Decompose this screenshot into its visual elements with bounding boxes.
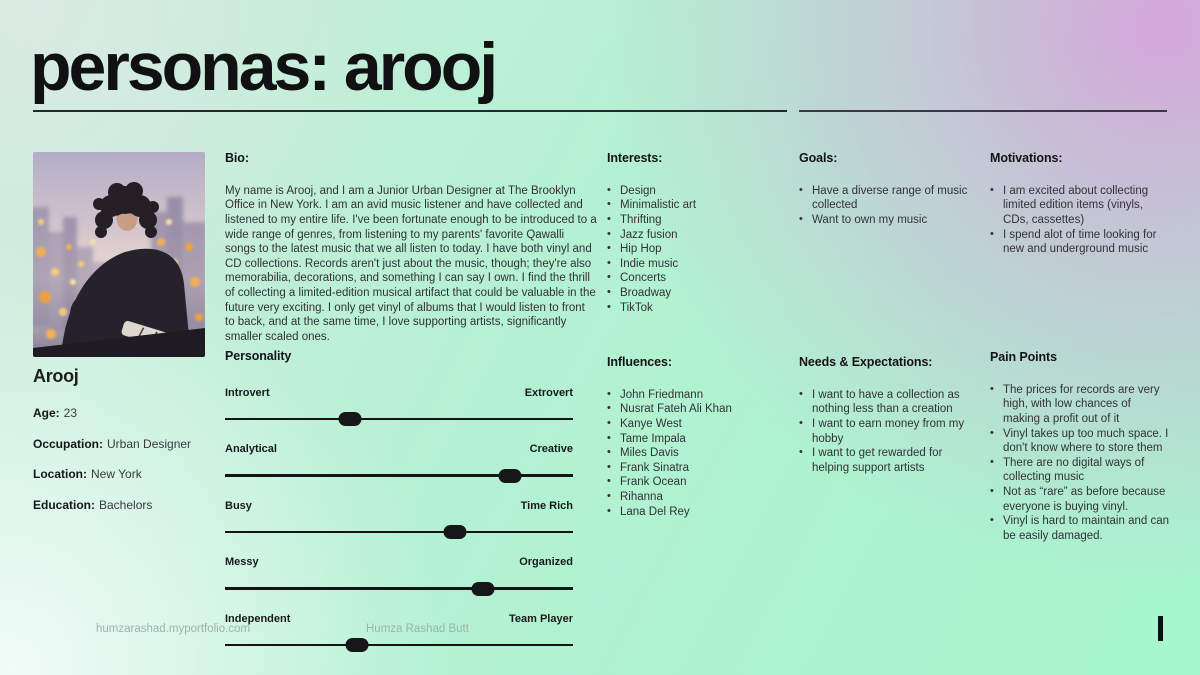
interests-heading: Interests: — [607, 151, 663, 165]
list-item — [990, 427, 1170, 456]
bullet-icon: • — [607, 286, 611, 299]
persona-photo — [33, 152, 205, 357]
list-item — [607, 213, 777, 228]
needs-expectations-section — [799, 355, 974, 475]
interests-list — [607, 184, 777, 315]
bullet-icon: • — [607, 475, 611, 488]
slider-right-label: Team Player — [508, 612, 573, 625]
needs-list — [799, 388, 974, 476]
bullet-icon: • — [990, 183, 994, 196]
list-item-text: I want to get rewarded for helping support artists — [812, 447, 943, 474]
bullet-icon: • — [799, 183, 803, 196]
slider-right-label: Extrovert — [524, 386, 573, 399]
slider-knob[interactable] — [339, 412, 362, 426]
persona-detail-row — [33, 467, 213, 481]
list-item-text: Want to own my music — [812, 214, 928, 227]
list-item — [990, 514, 1170, 543]
author-name: Humza Rashad Butt — [366, 623, 469, 635]
list-item-text: Vinyl takes up too much space. I don't know where to store them — [1003, 427, 1169, 455]
interests-section — [607, 151, 777, 315]
bullet-icon: • — [607, 460, 611, 473]
list-item-text: I spend alot of time looking for new and underground music — [1003, 228, 1157, 256]
list-item-text: I want to earn money from my hobby — [812, 418, 965, 445]
detail-label: Age: — [33, 406, 60, 420]
detail-value: Urban Designer — [107, 436, 192, 451]
influences-heading: Influences: — [607, 355, 672, 369]
motivations-section — [990, 151, 1170, 257]
bio-heading: Bio: — [225, 151, 249, 165]
persona-detail-row — [33, 498, 213, 512]
bullet-icon: • — [607, 387, 611, 400]
list-item-text: Lana Del Rey — [620, 505, 690, 518]
personality-slider-row — [225, 387, 573, 420]
slider-right-label: Organized — [519, 556, 573, 569]
bullet-icon: • — [607, 431, 611, 444]
personality-sliders — [225, 387, 573, 646]
bullet-icon: • — [990, 455, 994, 468]
list-item-text: Nusrat Fateh Ali Khan — [620, 403, 732, 416]
bullet-icon: • — [990, 514, 994, 527]
list-item — [607, 184, 777, 199]
bullet-icon: • — [607, 183, 611, 196]
goals-heading: Goals: — [799, 151, 838, 165]
list-item-text: Have a diverse range of music collected — [812, 184, 968, 212]
slider-left-label: Busy — [225, 499, 252, 512]
slider-left-label: Messy — [225, 556, 259, 569]
influences-list — [607, 388, 782, 519]
detail-value: 23 — [63, 406, 78, 420]
list-item — [990, 456, 1170, 485]
bullet-icon: • — [607, 242, 611, 255]
detail-label: Location: — [33, 467, 87, 481]
slider-track[interactable] — [225, 531, 573, 534]
motivations-list — [990, 184, 1170, 257]
list-item — [607, 490, 782, 505]
list-item — [607, 257, 777, 272]
goals-section — [799, 151, 971, 228]
bullet-icon: • — [607, 402, 611, 415]
needs-heading: Needs & Expectations: — [799, 355, 933, 369]
list-item-text: Concerts — [620, 272, 667, 285]
rooftop-portrait-illustration — [33, 152, 205, 357]
bullet-icon: • — [799, 446, 803, 459]
list-item — [607, 475, 782, 490]
list-item — [607, 402, 782, 417]
list-item-text: Not as “rare” as before because everyone is buying vinyl. — [1003, 486, 1166, 513]
bullet-icon: • — [607, 490, 611, 503]
pain-points-heading: Pain Points — [990, 350, 1057, 364]
persona-detail-row — [33, 437, 213, 451]
list-item-text: John Friedmann — [620, 388, 704, 401]
page-title: personas: arooj — [30, 29, 496, 105]
slider-left-label: Analytical — [225, 443, 277, 456]
list-item-text: Vinyl is hard to maintain and can be easily damaged. — [1003, 515, 1169, 542]
list-item-text: I am excited about collecting limited edition items (vinyls, CDs, cassettes) — [1003, 184, 1149, 227]
pain-points-list — [990, 383, 1170, 544]
persona-detail-row — [33, 406, 213, 420]
list-item — [607, 505, 782, 520]
slider-track[interactable] — [225, 418, 573, 421]
list-item — [799, 446, 974, 475]
list-item — [799, 213, 971, 228]
bullet-icon: • — [607, 271, 611, 284]
slider-knob[interactable] — [499, 469, 522, 483]
motivations-heading: Motivations: — [990, 151, 1063, 165]
bullet-icon: • — [607, 227, 611, 240]
slider-left-label: Independent — [225, 612, 291, 625]
bullet-icon: • — [799, 417, 803, 430]
list-item-text: Thrifting — [620, 214, 662, 227]
influences-section — [607, 355, 782, 519]
list-item-text: Frank Ocean — [620, 476, 687, 489]
persona-details — [33, 406, 213, 528]
personality-section — [225, 349, 573, 669]
list-item-text: Broadway — [620, 287, 672, 300]
list-item-text: Minimalistic art — [620, 199, 697, 212]
list-item — [607, 446, 782, 461]
bullet-icon: • — [607, 198, 611, 211]
list-item-text: Hip Hop — [620, 243, 662, 256]
header-rule-left — [33, 110, 787, 112]
bullet-icon: • — [607, 446, 611, 459]
list-item — [607, 301, 777, 316]
personality-slider-row — [225, 500, 573, 533]
slider-knob[interactable] — [471, 582, 494, 596]
slider-track[interactable] — [225, 587, 573, 590]
list-item — [990, 184, 1170, 228]
list-item-text: Indie music — [620, 257, 679, 270]
goals-list — [799, 184, 971, 228]
list-item — [990, 383, 1170, 427]
detail-label: Occupation: — [33, 436, 104, 451]
list-item — [607, 228, 777, 243]
list-item-text: Design — [620, 184, 656, 197]
list-item-text: There are no digital ways of collecting music — [1003, 456, 1145, 484]
bullet-icon: • — [990, 382, 994, 395]
personality-slider-row — [225, 443, 573, 476]
bullet-icon: • — [607, 417, 611, 430]
persona-name: Arooj — [33, 366, 79, 386]
list-item-text: Jazz fusion — [620, 228, 678, 241]
list-item — [607, 271, 777, 286]
bullet-icon: • — [799, 387, 803, 400]
bio-text: My name is Arooj, and I am a Junior Urban Designer at The Brooklyn Office in New York. I am an avid music listener and have collected and listened to my entire life. I've been fortunate enough to be introduced to a wide range of genres, from listening to my parents' favorite Qawalli songs to the latest music that we all listen to today. I have both vinyl and CD collections. Records aren't just about the music, though; they're also memorabilia, decorations, and something I can say I own. I find the thrill of collecting a limited-edition musical artifact that could be valuable in the future very exciting. I only get vinyl of albums that I would listen to front to back, and at the same time, I love supporting artists, significantly smaller scaled ones. — [225, 184, 597, 343]
list-item — [607, 242, 777, 257]
list-item — [607, 198, 777, 213]
list-item — [607, 432, 782, 447]
bullet-icon: • — [607, 300, 611, 313]
bullet-icon: • — [607, 213, 611, 226]
list-item-text: Rihanna — [620, 491, 663, 504]
detail-label: Education: — [33, 497, 95, 512]
list-item-text: The prices for records are very high, with low chances of making a profit out of it — [1003, 383, 1160, 426]
bullet-icon: • — [799, 213, 803, 226]
portfolio-url[interactable]: humzarashad.myportfolio.com — [96, 623, 251, 635]
slider-right-label: Creative — [529, 443, 573, 456]
list-item-text: I want to have a collection as nothing less than a creation — [812, 388, 960, 416]
list-item-text: Frank Sinatra — [620, 461, 690, 474]
header-rule-right — [799, 110, 1167, 112]
slider-right-label: Time Rich — [520, 499, 573, 512]
personality-heading: Personality — [225, 349, 292, 363]
list-item — [607, 417, 782, 432]
list-item — [990, 485, 1170, 514]
list-item — [799, 388, 974, 417]
bullet-icon: • — [990, 485, 994, 498]
brand-mark — [1158, 616, 1163, 641]
list-item — [607, 461, 782, 476]
list-item-text: Miles Davis — [620, 447, 679, 460]
list-item-text: Kanye West — [620, 418, 682, 431]
list-item — [799, 417, 974, 446]
detail-value: Bachelors — [99, 497, 153, 512]
bullet-icon: • — [607, 504, 611, 517]
slider-track[interactable] — [225, 474, 573, 477]
bio-section — [225, 151, 597, 344]
bullet-icon: • — [990, 227, 994, 240]
list-item — [799, 184, 971, 213]
list-item-text: Tame Impala — [620, 432, 686, 445]
list-item-text: TikTok — [620, 301, 653, 314]
list-item — [607, 286, 777, 301]
detail-value: New York — [91, 467, 142, 481]
list-item — [990, 228, 1170, 257]
personality-slider-row — [225, 556, 573, 589]
slider-track[interactable] — [225, 644, 573, 647]
slider-knob[interactable] — [443, 525, 466, 539]
slider-knob[interactable] — [346, 638, 369, 652]
bullet-icon: • — [990, 426, 994, 439]
bullet-icon: • — [607, 256, 611, 269]
pain-points-section — [990, 350, 1170, 543]
slider-left-label: Introvert — [225, 386, 270, 399]
list-item — [607, 388, 782, 403]
